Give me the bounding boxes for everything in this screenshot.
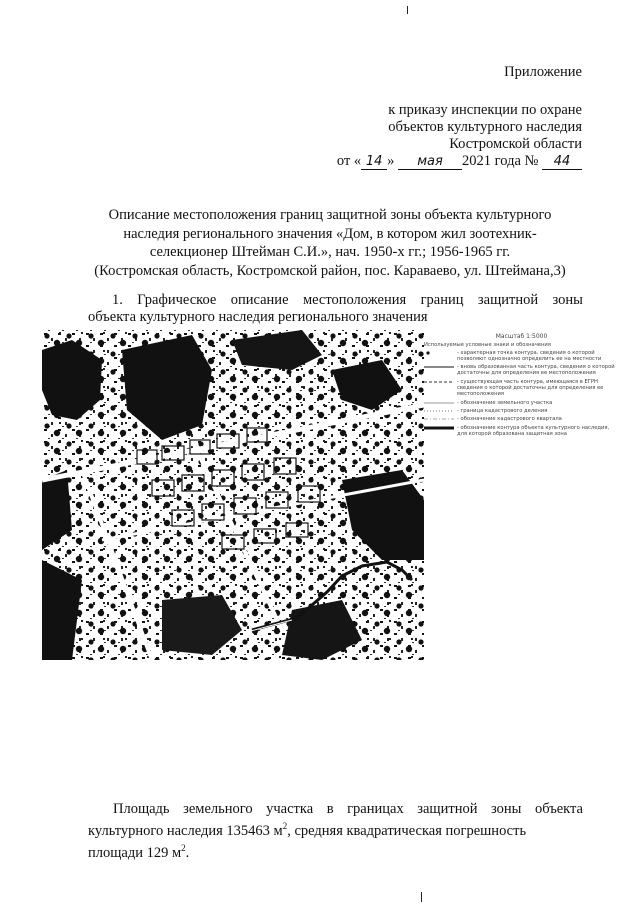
legend-text: - обозначение земельного участка: [457, 399, 553, 406]
order-ref-line-1: к приказу инспекции по охране: [388, 102, 582, 118]
order-number: 44: [542, 155, 582, 170]
heading-word: 1.: [112, 292, 123, 308]
title-line: наследия регионального значения «Дом, в котором жил зоотехник-: [123, 225, 537, 242]
section-heading: [88, 292, 583, 326]
area-unit-sup: 2: [282, 821, 288, 831]
date-month: мая: [398, 155, 462, 170]
map-legend: [424, 334, 619, 439]
legend-item: [424, 350, 619, 363]
map-scale: Масштаб 1:5000: [495, 333, 548, 340]
legend-symbol-icon: [424, 400, 454, 406]
appendix-label: Приложение: [504, 64, 582, 80]
document-title: [70, 206, 590, 280]
area-line-2: [88, 818, 583, 840]
area-word: земельного: [183, 801, 253, 817]
legend-item: [424, 364, 619, 377]
legend-text: - обозначение кадастрового квартала: [457, 416, 562, 423]
area-error-value: площади 129 м: [88, 844, 182, 861]
heading-word: защитной: [477, 292, 539, 308]
legend-text: - характерная точка контура, сведения о которой позволяют однозначно определить ее на местности: [457, 349, 602, 362]
heading-line-2: объекта культурного наследия регионального значения: [88, 309, 428, 325]
legend-symbol-icon: [424, 425, 454, 431]
scan-mark: [421, 892, 422, 902]
area-value-text: культурного наследия 135463 м: [88, 822, 283, 839]
area-error-sup: 2: [181, 842, 186, 853]
area-line-3: [88, 840, 583, 862]
date-prefix: от «: [336, 153, 362, 169]
legend-item: [424, 425, 619, 438]
order-ref-line-2: объектов культурного наследия: [388, 119, 582, 135]
legend-symbol-icon: [424, 408, 454, 414]
order-date-line: [337, 153, 582, 170]
legend-symbol-icon: [424, 364, 454, 370]
title-line: Описание местоположения границ защитной зоны объекта культурного: [108, 207, 552, 223]
area-word: зоны: [491, 801, 522, 817]
heading-word: границ: [420, 292, 464, 308]
area-word: границах: [347, 801, 404, 817]
area-end: .: [185, 844, 190, 861]
legend-symbol-icon: [424, 416, 454, 422]
area-word: Площадь: [113, 801, 170, 817]
heading-word: местоположения: [302, 292, 407, 308]
area-error-text: , средняя квадратическая погрешность: [287, 822, 527, 839]
order-ref-line-3: Костромской области: [449, 136, 582, 152]
date-day: 14: [361, 155, 387, 170]
area-paragraph: [88, 801, 583, 862]
legend-text: - существующая часть контура, имеющаяся в ЕГРН сведения о которой достаточны для определения ее местоположения: [457, 378, 604, 398]
legend-header: Используемые условные знаки и обозначения: [424, 342, 551, 349]
area-word: участка: [266, 801, 314, 817]
heading-word: описание: [230, 292, 289, 308]
title-line: (Костромская область, Костромской район, пос. Караваево, ул. Штеймана,3): [94, 262, 566, 279]
area-word: в: [326, 801, 334, 817]
legend-symbol-icon: [424, 350, 454, 356]
legend-symbol-icon: [424, 379, 454, 385]
legend-text: - граница кадастрового деления: [457, 407, 548, 414]
legend-item: [424, 416, 619, 422]
heading-word: Графическое: [137, 292, 217, 308]
date-year: 2021 года №: [462, 153, 539, 169]
legend-item: [424, 379, 619, 398]
heading-word: зоны: [552, 292, 583, 308]
legend-text: - обозначение контура объекта культурного наследия, для которой образована защитная зона: [457, 424, 610, 437]
legend-item: [424, 408, 619, 414]
area-word: защитной: [417, 801, 478, 817]
satellite-map: [42, 330, 424, 660]
scan-mark: [407, 6, 408, 14]
area-word: объекта: [534, 801, 583, 817]
legend-text: - вновь образованная часть контура, сведения о которой достаточны для определения ее местоположения: [457, 364, 615, 377]
date-mid: »: [387, 153, 395, 169]
legend-item: [424, 400, 619, 406]
title-line: селекционер Штейман С.И.», нач. 1950-х гг.; 1956-1965 гг.: [149, 244, 511, 260]
